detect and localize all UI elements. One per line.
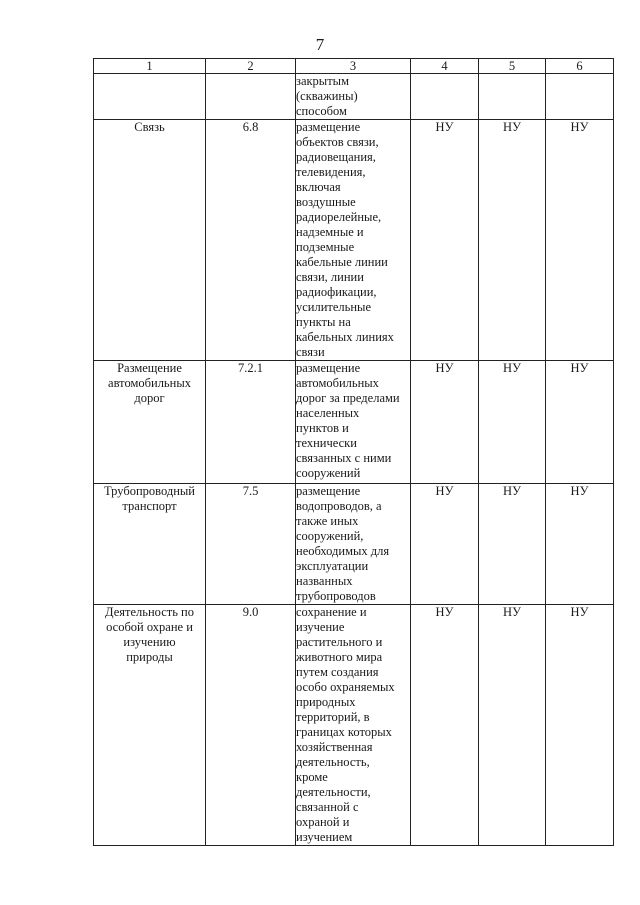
land-use-description-cell-line: населенных bbox=[296, 406, 360, 420]
parameter-cell-6: НУ bbox=[546, 605, 614, 846]
land-use-description-cell-line: границах которых bbox=[296, 725, 392, 739]
land-use-name-cell bbox=[94, 484, 206, 605]
land-use-description-cell-line: животного мира bbox=[296, 650, 383, 664]
land-use-description-cell-line: водопроводов, а bbox=[296, 499, 382, 513]
parameter-cell-5: НУ bbox=[479, 361, 546, 484]
land-use-description-cell-line: включая bbox=[296, 180, 341, 194]
land-use-description-cell-line: эксплуатации bbox=[296, 559, 369, 573]
column-number-header: 3 bbox=[296, 59, 411, 74]
land-use-description-cell-line: природных bbox=[296, 695, 356, 709]
parameter-cell-4: НУ bbox=[411, 484, 479, 605]
land-use-description-cell-line: усилительные bbox=[296, 300, 371, 314]
land-use-description-cell-line: автомобильных bbox=[296, 376, 379, 390]
land-use-description-cell bbox=[296, 605, 411, 846]
land-use-description-cell-line: особо охраняемых bbox=[296, 680, 395, 694]
land-use-description-cell bbox=[296, 361, 411, 484]
land-use-description-cell-line: связанной с bbox=[296, 800, 359, 814]
parameter-cell-4: НУ bbox=[411, 605, 479, 846]
parameter-cell-6 bbox=[546, 74, 614, 120]
table-row bbox=[94, 120, 614, 361]
parameter-cell-6: НУ bbox=[546, 361, 614, 484]
column-number-header: 4 bbox=[411, 59, 479, 74]
land-use-name-cell-line: Связь bbox=[134, 120, 165, 134]
parameter-cell-4: НУ bbox=[411, 361, 479, 484]
land-use-description-cell-line: хозяйственная bbox=[296, 740, 373, 754]
land-use-description-cell-line: охраной и bbox=[296, 815, 350, 829]
land-use-description-cell-line: размещение bbox=[296, 484, 361, 498]
land-use-description-cell-line: территорий, в bbox=[296, 710, 370, 724]
land-use-description-cell bbox=[296, 484, 411, 605]
land-use-description-cell-line: способом bbox=[296, 104, 347, 118]
land-use-description-cell-line: связи, линии bbox=[296, 270, 364, 284]
land-use-description-cell-line: кабельных линиях bbox=[296, 330, 394, 344]
land-use-description-cell-line: надземные и bbox=[296, 225, 364, 239]
land-use-table bbox=[93, 58, 614, 846]
land-use-description-cell-line: изучением bbox=[296, 830, 353, 844]
parameter-cell-4 bbox=[411, 74, 479, 120]
land-use-description-cell-line: технически bbox=[296, 436, 357, 450]
land-use-description-cell bbox=[296, 120, 411, 361]
land-use-code-cell: 7.5 bbox=[206, 484, 296, 605]
land-use-description-cell-line: сохранение и bbox=[296, 605, 367, 619]
table-row bbox=[94, 484, 614, 605]
land-use-description-cell-line: объектов связи, bbox=[296, 135, 379, 149]
land-use-description-cell-line: путем создания bbox=[296, 665, 379, 679]
column-number-header: 2 bbox=[206, 59, 296, 74]
land-use-description-cell-line: пунктов и bbox=[296, 421, 349, 435]
land-use-name-cell-line: Деятельность по bbox=[105, 605, 194, 619]
land-use-description-cell-line: пункты на bbox=[296, 315, 351, 329]
land-use-name-cell-line: изучению bbox=[123, 635, 176, 649]
parameter-cell-5 bbox=[479, 74, 546, 120]
land-use-description-cell-line: изучение bbox=[296, 620, 345, 634]
parameter-cell-6: НУ bbox=[546, 120, 614, 361]
land-use-name-cell-line: автомобильных bbox=[108, 376, 191, 390]
table-row bbox=[94, 361, 614, 484]
table-row bbox=[94, 74, 614, 120]
land-use-description-cell-line: названных bbox=[296, 574, 353, 588]
column-number-header: 1 bbox=[94, 59, 206, 74]
land-use-name-cell-line: Трубопроводный bbox=[104, 484, 195, 498]
land-use-name-cell-line: особой охране и bbox=[106, 620, 193, 634]
parameter-cell-5: НУ bbox=[479, 120, 546, 361]
land-use-description-cell-line: дорог за пределами bbox=[296, 391, 400, 405]
land-use-description-cell-line: подземные bbox=[296, 240, 355, 254]
land-use-description-cell-line: радиорелейные, bbox=[296, 210, 382, 224]
land-use-description-cell-line: кабельные линии bbox=[296, 255, 388, 269]
land-use-code-cell: 7.2.1 bbox=[206, 361, 296, 484]
land-use-description-cell-line: деятельность, bbox=[296, 755, 370, 769]
land-use-description-cell-line: воздушные bbox=[296, 195, 356, 209]
land-use-description-cell-line: (скважины) bbox=[296, 89, 358, 103]
column-number-header: 6 bbox=[546, 59, 614, 74]
land-use-description-cell bbox=[296, 74, 411, 120]
land-use-description-cell-line: растительного и bbox=[296, 635, 383, 649]
land-use-description-cell-line: также иных bbox=[296, 514, 359, 528]
table-row bbox=[94, 605, 614, 846]
land-use-description-cell-line: кроме bbox=[296, 770, 328, 784]
land-use-code-cell: 6.8 bbox=[206, 120, 296, 361]
page-number: 7 bbox=[315, 35, 325, 54]
parameter-cell-5: НУ bbox=[479, 484, 546, 605]
land-use-description-cell-line: радиовещания, bbox=[296, 150, 376, 164]
parameter-cell-5: НУ bbox=[479, 605, 546, 846]
land-use-description-cell-line: необходимых для bbox=[296, 544, 390, 558]
land-use-description-cell-line: сооружений, bbox=[296, 529, 364, 543]
land-use-name-cell bbox=[94, 120, 206, 361]
land-use-name-cell bbox=[94, 361, 206, 484]
land-use-name-cell bbox=[94, 74, 206, 120]
parameter-cell-6: НУ bbox=[546, 484, 614, 605]
land-use-code-cell bbox=[206, 74, 296, 120]
land-use-description-cell-line: размещение bbox=[296, 120, 361, 134]
land-use-code-cell: 9.0 bbox=[206, 605, 296, 846]
table-body bbox=[94, 74, 614, 846]
land-use-name-cell-line: природы bbox=[126, 650, 173, 664]
land-use-description-cell-line: закрытым bbox=[296, 74, 349, 88]
column-number-header: 5 bbox=[479, 59, 546, 74]
land-use-description-cell-line: связи bbox=[296, 345, 325, 359]
table-header-row bbox=[94, 59, 614, 74]
land-use-name-cell-line: транспорт bbox=[122, 499, 177, 513]
land-use-name-cell-line: дорог bbox=[134, 391, 165, 405]
land-use-description-cell-line: размещение bbox=[296, 361, 361, 375]
land-use-description-cell-line: деятельности, bbox=[296, 785, 371, 799]
land-use-name-cell bbox=[94, 605, 206, 846]
land-use-name-cell-line: Размещение bbox=[117, 361, 182, 375]
land-use-description-cell-line: телевидения, bbox=[296, 165, 366, 179]
land-use-description-cell-line: сооружений bbox=[296, 466, 361, 480]
parameter-cell-4: НУ bbox=[411, 120, 479, 361]
land-use-description-cell-line: трубопроводов bbox=[296, 589, 376, 603]
land-use-description-cell-line: связанных с ними bbox=[296, 451, 392, 465]
land-use-description-cell-line: радиофикации, bbox=[296, 285, 377, 299]
